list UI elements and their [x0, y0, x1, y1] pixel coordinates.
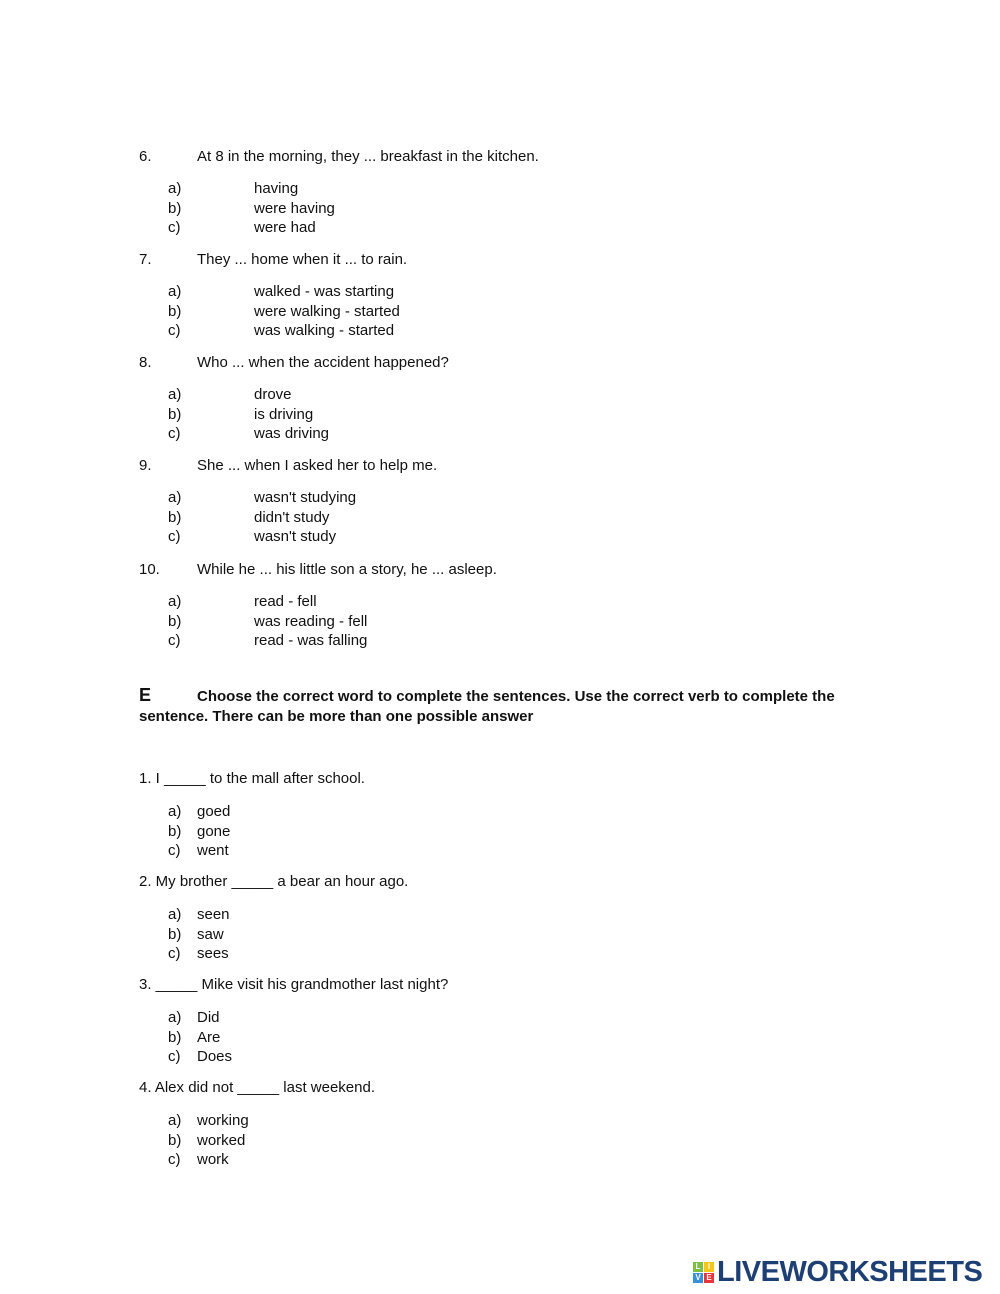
option-text: was walking - started	[254, 322, 395, 339]
option-letter: c)	[168, 1048, 181, 1065]
question-text: They ... home when it ... to rain.	[197, 251, 408, 268]
option-letter: a)	[168, 803, 182, 820]
option-text: goed	[197, 803, 231, 820]
option-letter: c)	[168, 322, 181, 339]
option-text: walked - was starting	[254, 283, 395, 300]
option-text: were had	[254, 219, 316, 236]
question-text: At 8 in the morning, they ... breakfast in the kitchen.	[197, 148, 539, 165]
option-letter: a)	[168, 489, 182, 506]
option-letter: c)	[168, 528, 181, 545]
question-text: 2. My brother _____ a bear an hour ago.	[139, 873, 409, 890]
option-letter: c)	[168, 219, 181, 236]
option-letter: c)	[168, 1151, 181, 1168]
option-text: sees	[197, 945, 229, 962]
logo-tile: L	[693, 1262, 703, 1272]
option-letter: a)	[168, 180, 182, 197]
option-text: read - fell	[254, 593, 317, 610]
question-number: 7.	[139, 251, 152, 268]
option-letter: b)	[168, 302, 182, 320]
logo-tiles-icon	[693, 1262, 714, 1283]
logo-text: LIVEWORKSHEETS	[717, 1256, 983, 1288]
option-text: saw	[197, 925, 224, 943]
question-number: 10.	[139, 561, 160, 578]
option-text: Does	[197, 1048, 233, 1065]
logo-tile: I	[704, 1262, 714, 1272]
option-text: seen	[197, 906, 230, 923]
section-e-header	[139, 685, 869, 727]
question-text: 3. _____ Mike visit his grandmother last night?	[139, 976, 449, 993]
option-letter: c)	[168, 632, 181, 649]
option-text: didn't study	[254, 508, 330, 526]
option-text: work	[197, 1151, 229, 1168]
option-text: Did	[197, 1009, 220, 1026]
option-letter: b)	[168, 199, 182, 217]
option-text: worked	[197, 1131, 246, 1149]
option-text: working	[197, 1112, 249, 1129]
option-letter: c)	[168, 842, 181, 859]
option-letter: a)	[168, 906, 182, 923]
option-text: went	[197, 842, 229, 859]
question-number: 9.	[139, 457, 152, 474]
option-text: read - was falling	[254, 632, 368, 649]
logo-tile: E	[704, 1273, 714, 1283]
option-letter: a)	[168, 593, 182, 610]
option-text: is driving	[254, 405, 314, 423]
option-letter: b)	[168, 508, 182, 526]
option-letter: b)	[168, 1028, 182, 1046]
option-text: wasn't studying	[254, 489, 357, 506]
section-instructions: Choose the correct word to complete the sentences. Use the correct verb to complete the sentence. There can be more than one possible answer	[139, 688, 835, 725]
option-text: Are	[197, 1028, 221, 1046]
section-letter: E	[139, 685, 152, 705]
option-letter: c)	[168, 425, 181, 442]
liveworksheets-logo	[693, 1256, 982, 1289]
option-letter: a)	[168, 1112, 182, 1129]
logo-tile: V	[693, 1273, 703, 1283]
question-number: 6.	[139, 148, 152, 165]
option-text: drove	[254, 386, 292, 403]
option-letter: b)	[168, 925, 182, 943]
option-text: were having	[254, 199, 335, 217]
option-text: having	[254, 180, 299, 197]
option-letter: c)	[168, 945, 181, 962]
question-text: 1. I _____ to the mall after school.	[139, 770, 365, 787]
option-text: was driving	[254, 425, 330, 442]
option-letter: b)	[168, 612, 182, 630]
option-text: wasn't study	[254, 528, 337, 545]
option-letter: b)	[168, 822, 182, 840]
option-letter: a)	[168, 283, 182, 300]
question-text: 4. Alex did not _____ last weekend.	[139, 1079, 376, 1096]
question-text: While he ... his little son a story, he ... asleep.	[197, 561, 497, 578]
question-number: 8.	[139, 354, 152, 371]
option-letter: b)	[168, 405, 182, 423]
question-text: Who ... when the accident happened?	[197, 354, 449, 371]
option-text: gone	[197, 822, 231, 840]
option-letter: b)	[168, 1131, 182, 1149]
option-letter: a)	[168, 1009, 182, 1026]
option-text: were walking - started	[254, 302, 400, 320]
option-letter: a)	[168, 386, 182, 403]
option-text: was reading - fell	[254, 612, 368, 630]
question-text: She ... when I asked her to help me.	[197, 457, 438, 474]
